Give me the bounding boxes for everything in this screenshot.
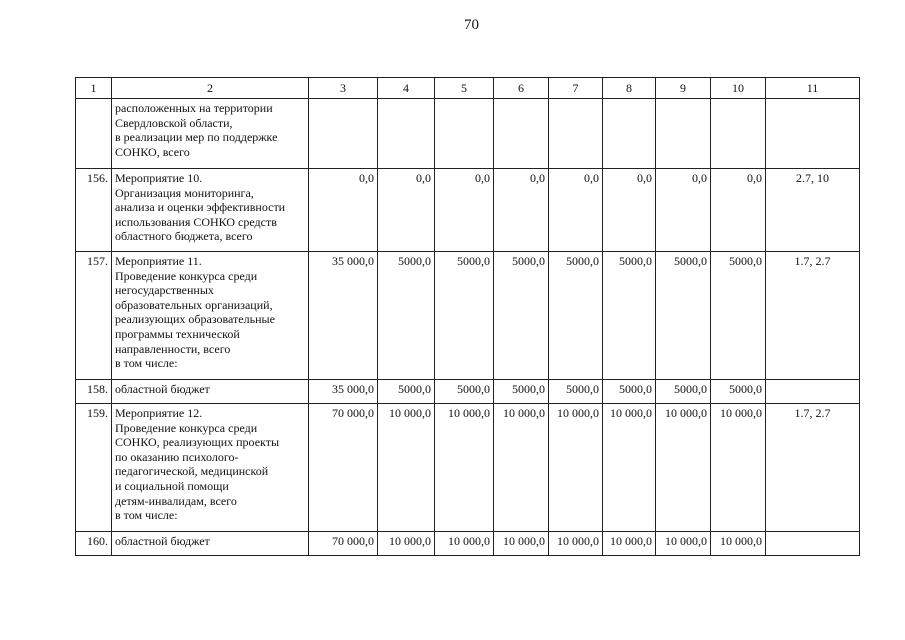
value-cell: 0,0 (309, 169, 378, 252)
value-cell: 5000,0 (603, 380, 656, 404)
value-cell: 10 000,0 (549, 532, 603, 556)
value-cell: 5000,0 (711, 252, 766, 380)
value-cell (656, 99, 711, 169)
value-cell: 5000,0 (435, 252, 494, 380)
value-cell (549, 99, 603, 169)
value-cell: 10 000,0 (711, 404, 766, 532)
value-cell: 5000,0 (656, 380, 711, 404)
value-cell: 10 000,0 (603, 404, 656, 532)
value-cell (494, 99, 549, 169)
value-cell: 5000,0 (711, 380, 766, 404)
value-cell (603, 99, 656, 169)
target-indicator (766, 380, 860, 404)
value-cell: 0,0 (549, 169, 603, 252)
value-cell: 10 000,0 (378, 532, 435, 556)
value-cell: 5000,0 (603, 252, 656, 380)
value-cell: 10 000,0 (549, 404, 603, 532)
value-cell: 5000,0 (435, 380, 494, 404)
value-cell (309, 99, 378, 169)
row-name: областной бюджет (112, 380, 309, 404)
value-cell: 10 000,0 (656, 404, 711, 532)
column-header: 6 (494, 78, 549, 99)
column-header: 1 (76, 78, 112, 99)
column-header: 7 (549, 78, 603, 99)
target-indicator: 2.7, 10 (766, 169, 860, 252)
column-header: 10 (711, 78, 766, 99)
value-cell (435, 99, 494, 169)
table-row (76, 99, 860, 169)
value-cell: 70 000,0 (309, 532, 378, 556)
value-cell (378, 99, 435, 169)
target-indicator: 1.7, 2.7 (766, 404, 860, 532)
row-number: 156. (76, 169, 112, 252)
value-cell: 35 000,0 (309, 252, 378, 380)
value-cell: 35 000,0 (309, 380, 378, 404)
table-row (76, 404, 860, 532)
row-number: 160. (76, 532, 112, 556)
value-cell: 10 000,0 (494, 532, 549, 556)
column-header: 8 (603, 78, 656, 99)
value-cell: 0,0 (435, 169, 494, 252)
row-name: расположенных на территории Свердловской области, в реализации мер по поддержке СОНКО, всего (112, 99, 309, 169)
table-row (76, 252, 860, 380)
row-number (76, 99, 112, 169)
value-cell: 5000,0 (378, 252, 435, 380)
column-header: 11 (766, 78, 860, 99)
table-row (76, 532, 860, 556)
value-cell: 10 000,0 (378, 404, 435, 532)
row-name: Мероприятие 12. Проведение конкурса среди СОНКО, реализующих проекты по оказанию психолого- педагогической, медицинской и социальной помощи детям-инвалидам, всего в том числе: (112, 404, 309, 532)
row-name: Мероприятие 11. Проведение конкурса среди негосударственных образовательных организаций, реализующих образовательные программы технической направленности, всего в том числе: (112, 252, 309, 380)
value-cell: 5000,0 (549, 252, 603, 380)
value-cell: 0,0 (494, 169, 549, 252)
value-cell: 0,0 (603, 169, 656, 252)
value-cell: 0,0 (656, 169, 711, 252)
value-cell: 10 000,0 (656, 532, 711, 556)
column-header: 2 (112, 78, 309, 99)
value-cell: 5000,0 (494, 380, 549, 404)
table-row (76, 380, 860, 404)
value-cell: 5000,0 (494, 252, 549, 380)
row-number: 159. (76, 404, 112, 532)
value-cell: 0,0 (378, 169, 435, 252)
value-cell: 10 000,0 (711, 532, 766, 556)
value-cell: 5000,0 (549, 380, 603, 404)
value-cell: 5000,0 (378, 380, 435, 404)
value-cell: 0,0 (711, 169, 766, 252)
column-header: 4 (378, 78, 435, 99)
row-number: 158. (76, 380, 112, 404)
budget-table (75, 77, 860, 556)
value-cell (711, 99, 766, 169)
column-header: 9 (656, 78, 711, 99)
value-cell: 70 000,0 (309, 404, 378, 532)
row-number: 157. (76, 252, 112, 380)
value-cell: 5000,0 (656, 252, 711, 380)
target-indicator (766, 99, 860, 169)
value-cell: 10 000,0 (603, 532, 656, 556)
column-header: 3 (309, 78, 378, 99)
target-indicator: 1.7, 2.7 (766, 252, 860, 380)
value-cell: 10 000,0 (435, 404, 494, 532)
row-name: областной бюджет (112, 532, 309, 556)
table-row (76, 169, 860, 252)
value-cell: 10 000,0 (435, 532, 494, 556)
value-cell: 10 000,0 (494, 404, 549, 532)
table-header-row (76, 78, 860, 99)
column-header: 5 (435, 78, 494, 99)
target-indicator (766, 532, 860, 556)
row-name: Мероприятие 10. Организация мониторинга, анализа и оценки эффективности использования СОНКО средств областного бюджета, всего (112, 169, 309, 252)
page-number: 70 (464, 17, 479, 33)
